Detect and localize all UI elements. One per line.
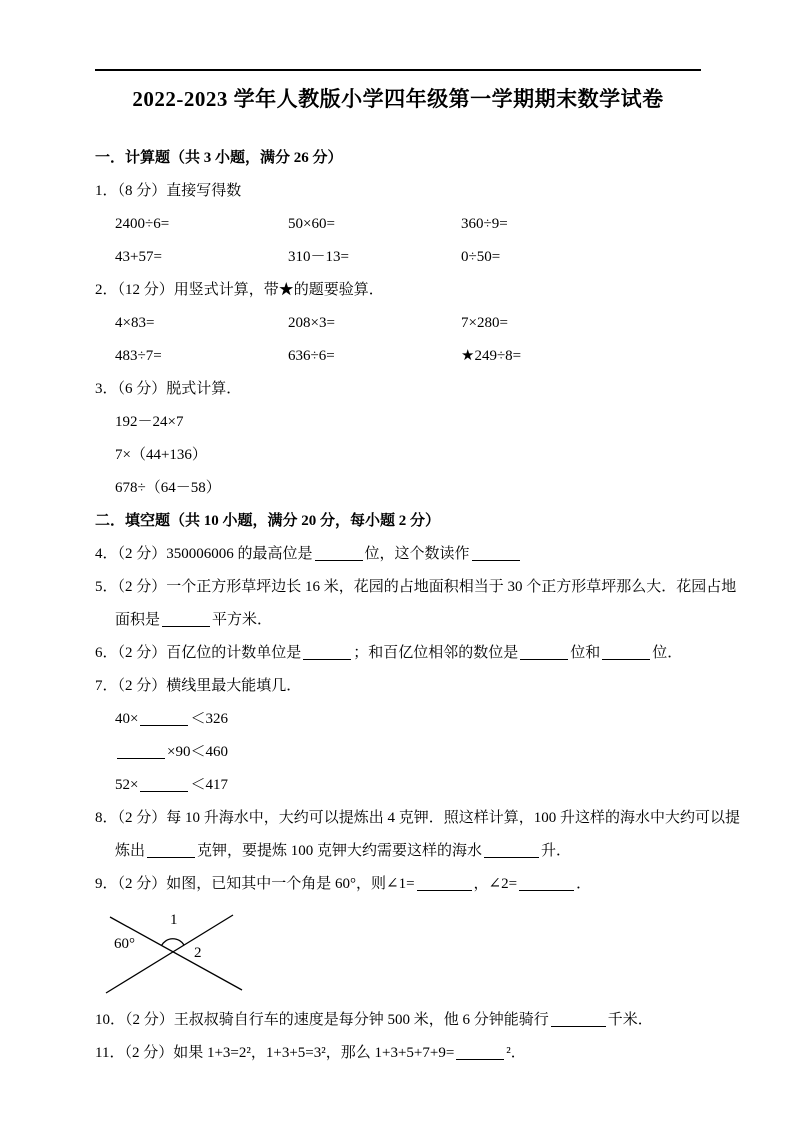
expression: 50×60= [288, 216, 335, 232]
expression: 310－13= [288, 249, 349, 265]
angle-60-label: 60° [114, 936, 135, 952]
question-text: 升． [541, 843, 572, 859]
angle-2-label: 2 [194, 945, 202, 961]
question-text: ＜326 [190, 711, 228, 727]
question-text: ；和百亿位相邻的数位是 [353, 645, 519, 661]
question-6 [95, 643, 701, 664]
question-4 [95, 544, 701, 565]
question-3-label: 3．（6 分）脱式计算． [95, 381, 242, 397]
question-1-label: 1．（8 分）直接写得数 [95, 183, 242, 199]
section-2-heading: 二．填空题（共 10 小题，满分 20 分，每小题 2 分） [95, 513, 441, 529]
question-11 [95, 1043, 701, 1064]
angle-arc [162, 939, 185, 946]
expression: 43+57= [115, 249, 162, 265]
expression: 2400÷6= [115, 216, 170, 232]
q2-row-2 [95, 346, 701, 367]
question-text: 11．（2 分）如果 1+3=2²，1+3+5=3²，那么 1+3+5+7+9= [95, 1045, 455, 1061]
expression: 4×83= [115, 315, 155, 331]
question-text: 位． [652, 645, 683, 661]
q3-expression: 192－24×7 [115, 414, 184, 430]
expression: 636÷6= [288, 348, 335, 364]
answer-blank [117, 747, 165, 759]
question-text: 位，这个数读作 [364, 546, 470, 562]
question-7-label: 7．（2 分）横线里最大能填几． [95, 678, 302, 694]
answer-blank [520, 648, 568, 660]
expression: 7×280= [461, 315, 508, 331]
q7-line-2 [95, 742, 701, 763]
question-text: ，∠2= [473, 876, 518, 892]
answer-blank [551, 1015, 606, 1027]
answer-blank [147, 846, 195, 858]
q1-row-1 [95, 214, 701, 235]
answer-blank [456, 1048, 504, 1060]
exam-title: 2022-2023 学年人教版小学四年级第一学期期末数学试卷 [132, 87, 664, 111]
answer-blank [303, 648, 351, 660]
question-text: 10．（2 分）王叔叔骑自行车的速度是每分钟 500 米，他 6 分钟能骑行 [95, 1012, 549, 1028]
question-text: 炼出 [115, 843, 146, 859]
question-text: 4．（2 分）350006006 的最高位是 [95, 546, 313, 562]
q1-row-2 [95, 247, 701, 268]
expression: 360÷9= [461, 216, 508, 232]
question-5-line-1: 5．（2 分）一个正方形草坪边长 16 米，花园的占地面积相当于 30 个正方形草坪那么大．花园占地 [95, 579, 737, 595]
exam-content [95, 0, 741, 1076]
answer-blank [140, 714, 188, 726]
q2-row-1 [95, 313, 701, 334]
q7-line-3 [95, 775, 701, 796]
question-5-line-2 [95, 610, 701, 631]
angle-figure-wrap [100, 907, 701, 1002]
question-text: ＜417 [190, 777, 228, 793]
angle-1-label: 1 [170, 912, 178, 928]
section-1-heading: 一．计算题（共 3 小题，满分 26 分） [95, 150, 343, 166]
question-text: 6．（2 分）百亿位的计数单位是 [95, 645, 302, 661]
answer-blank [602, 648, 650, 660]
expression: 483÷7= [115, 348, 162, 364]
expression: 0÷50= [461, 249, 501, 265]
answer-blank [519, 879, 574, 891]
question-text: ×90＜460 [167, 744, 228, 760]
question-text: 克钾，要提炼 100 克钾大约需要这样的海水 [197, 843, 483, 859]
angle-figure [100, 907, 260, 1002]
answer-blank [140, 780, 188, 792]
question-text: 千米． [607, 1012, 653, 1028]
question-text: 40× [115, 711, 139, 727]
expression: 208×3= [288, 315, 335, 331]
question-8-line-2 [95, 841, 701, 862]
q7-line-1 [95, 709, 701, 730]
question-text: 52× [115, 777, 139, 793]
answer-blank [315, 549, 363, 561]
question-text: 位和 [570, 645, 601, 661]
question-text: 9．（2 分）如图，已知其中一个角是 60°，则∠1= [95, 876, 415, 892]
answer-blank [162, 615, 210, 627]
question-text: ²． [506, 1045, 526, 1061]
question-text: 平方米． [212, 612, 273, 628]
question-2-label: 2．（12 分）用竖式计算，带★的题要验算． [95, 282, 384, 298]
answer-blank [484, 846, 539, 858]
q3-expression: 7×（44+136） [115, 447, 207, 463]
question-8-line-1: 8．（2 分）每 10 升海水中，大约可以提炼出 4 克钾．照这样计算，100 升这样的海水中大约可以提 [95, 810, 741, 826]
question-9 [95, 874, 701, 895]
q3-expression: 678÷（64－58） [115, 480, 221, 496]
question-10 [95, 1010, 701, 1031]
answer-blank [417, 879, 472, 891]
expression-starred: ★249÷8= [461, 348, 522, 364]
answer-blank [472, 549, 520, 561]
question-text: ． [576, 876, 592, 892]
question-text: 面积是 [115, 612, 161, 628]
